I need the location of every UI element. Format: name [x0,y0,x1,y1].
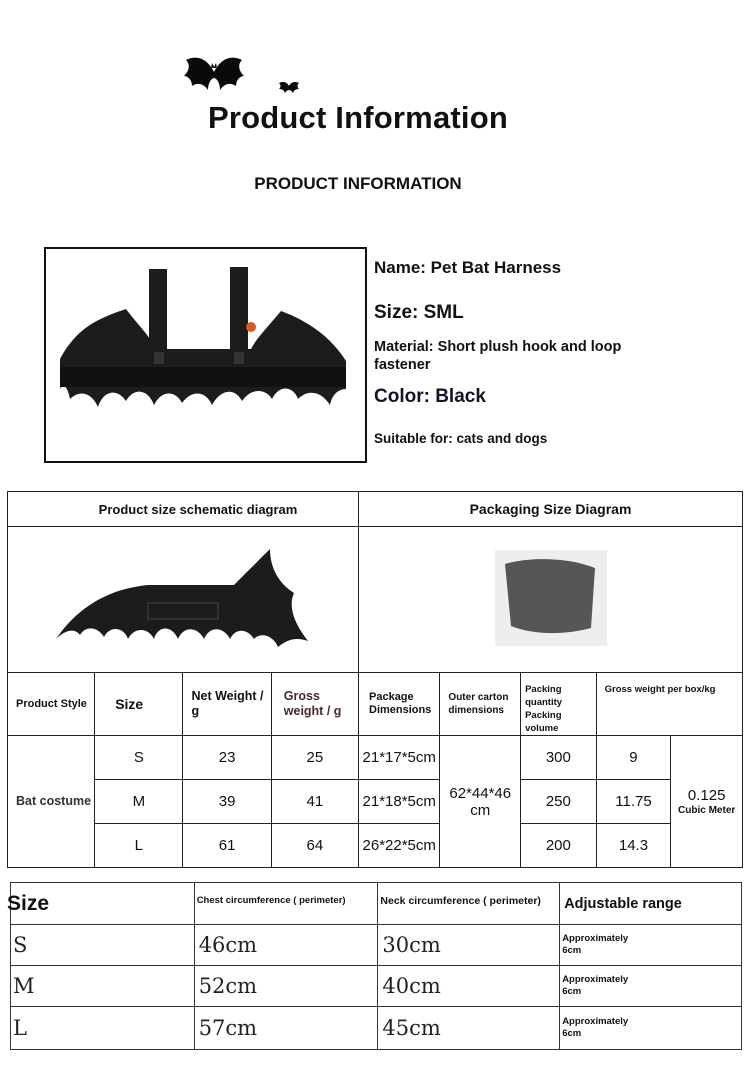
bat-icon [178,50,250,98]
size-table [7,882,742,1050]
row-gross: 41 [271,780,358,824]
th-gross-weight: Gross weight / g [271,673,358,736]
row-net: 23 [183,736,271,780]
packing-volume-unit: Cubic Meter [678,804,736,816]
row-chest: 46cm [194,925,378,966]
th-gross-box: Gross weight per box/kg [596,673,742,736]
row-adjust-text: Approximately 6cm [562,974,629,997]
th-product-style: Product Style [8,673,95,736]
th-neck: Neck circumference ( perimeter) [378,883,560,925]
packing-volume-cell [671,736,743,868]
row-neck: 45cm [378,1007,560,1050]
th-net-weight: Net Weight / g [183,673,271,736]
row-qty: 250 [521,780,597,824]
row-box-weight: 9 [596,736,671,780]
row-adjust [560,1007,742,1050]
product-size: Size: SML [374,302,464,323]
row-adjust [560,925,742,966]
th-chest: Chest circumference ( perimeter) [194,883,378,925]
product-style-value: Bat costume [8,736,95,868]
th-size [7,883,195,925]
outer-carton-value: 62*44*46 cm [440,736,521,868]
row-size: M [11,966,195,1007]
row-neck: 40cm [378,966,560,1007]
packaging-image [359,527,743,673]
row-neck: 30cm [378,925,560,966]
size-schematic-image [8,527,359,673]
row-gross: 25 [271,736,358,780]
packaging-bag [491,542,611,652]
row-package: 26*22*5cm [359,824,440,868]
page-title: Product Information [207,100,508,135]
packing-volume-value: 0.125 [687,786,726,804]
row-size: L [95,824,183,868]
row-qty: 300 [521,736,597,780]
row-size: S [11,925,195,966]
th-outer-carton: Outer carton dimensions [440,673,521,736]
product-suitable: Suitable for: cats and dogs [374,431,548,446]
row-box-weight: 11.75 [596,780,671,824]
th-packing-qty: Packing quantity Packing volume [521,673,597,736]
row-gross: 64 [271,824,358,868]
spec-table [7,491,743,868]
row-package: 21*18*5cm [359,780,440,824]
row-adjust [560,966,742,1007]
product-material: Material: Short plush hook and loop fastener [374,339,622,373]
th-size-text: Size [7,891,50,915]
small-bat-icon [278,80,300,94]
row-size: L [11,1007,195,1050]
row-size: M [95,780,183,824]
row-package: 21*17*5cm [359,736,440,780]
row-qty: 200 [521,824,597,868]
row-box-weight: 14.3 [596,824,671,868]
th-package-dimensions: Package Dimensions [359,673,440,736]
row-size: S [95,736,183,780]
product-photo [44,247,367,463]
page-subtitle: PRODUCT INFORMATION [254,174,462,193]
product-color: Color: Black [374,386,486,407]
packaging-label: Packaging Size Diagram [359,492,743,527]
row-net: 39 [183,780,271,824]
th-adjust: Adjustable range [560,883,742,925]
row-chest: 52cm [194,966,378,1007]
th-size: Size [95,673,183,736]
row-net: 61 [183,824,271,868]
row-adjust-text: Approximately 6cm [562,1016,629,1039]
product-name: Name: Pet Bat Harness [374,258,562,277]
row-adjust-text: Approximately 6cm [562,933,629,956]
row-chest: 57cm [194,1007,378,1050]
bat-wing-diagram [8,527,358,667]
size-schematic-label: Product size schematic diagram [8,492,359,527]
bat-harness-illustration [46,249,365,461]
